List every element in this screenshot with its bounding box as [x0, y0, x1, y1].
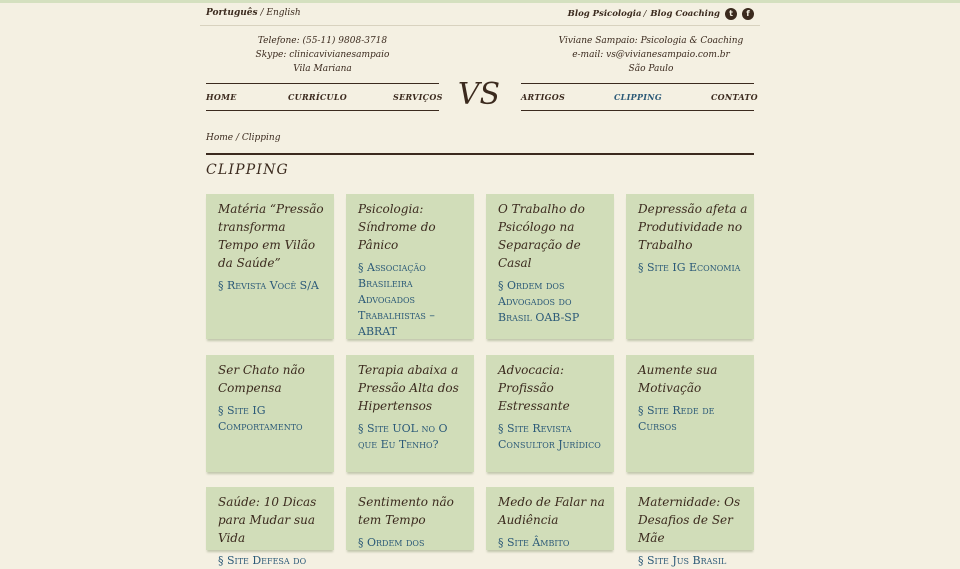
lang-separator: / — [260, 8, 264, 18]
card-source-link[interactable]: § Site Rede de Cursos — [638, 404, 715, 433]
nav-rule-right-top — [521, 83, 754, 84]
card-title: Saúde: 10 Dicas para Mudar sua Vida — [218, 495, 317, 545]
top-links — [568, 7, 754, 21]
card-source-link[interactable]: § Associação Brasileira Advogados Trabalhistas – ABRAT — [358, 261, 435, 338]
blog-coaching-link[interactable]: Blog Coaching — [650, 9, 720, 19]
page-container — [206, 0, 758, 567]
nav-rule-right-bottom — [521, 110, 754, 111]
clipping-card[interactable] — [626, 194, 754, 339]
location-text: Vila Mariana — [293, 64, 352, 74]
clipping-card[interactable] — [206, 355, 334, 472]
card-source-link[interactable]: § Site IG Economia — [638, 261, 741, 274]
card-source-link[interactable]: § Site Revista Consultor Jurídico — [498, 422, 601, 451]
card-source-link[interactable]: § Revista Você S/A — [218, 279, 319, 292]
lang-english[interactable]: English — [266, 8, 301, 18]
card-title: Sentimento não tem Tempo — [358, 495, 454, 527]
card-title: Medo de Falar na Audiência — [498, 495, 605, 527]
vs-logo[interactable] — [459, 72, 499, 114]
blog-psicologia-link[interactable]: Blog Psicologia — [567, 9, 642, 19]
contact-info-right — [551, 34, 751, 76]
clipping-card[interactable] — [346, 487, 474, 550]
skype-text: Skype: clinicavivianesampaio — [255, 50, 390, 60]
clipping-card[interactable] — [626, 355, 754, 472]
card-title: O Trabalho do Psicólogo na Separação de Casal — [498, 202, 585, 270]
card-source-link[interactable]: § Site Âmbito — [498, 536, 570, 549]
page-title: CLIPPING — [206, 162, 289, 178]
phone-text: Telefone: (55-11) 9808-3718 — [257, 36, 388, 46]
nav-artigos[interactable]: ARTIGOS — [521, 92, 566, 102]
facebook-icon[interactable]: f — [742, 8, 754, 20]
card-source-link[interactable]: § Site Jus Brasil — [638, 554, 727, 567]
nav-home[interactable]: HOME — [206, 92, 237, 102]
top-links-separator: / — [643, 9, 647, 19]
clipping-card[interactable] — [346, 355, 474, 472]
card-title: Ser Chato não Compensa — [218, 363, 305, 395]
business-name-text: Viviane Sampaio: Psicologia & Coaching — [558, 36, 744, 46]
nav-contato[interactable]: CONTATO — [711, 92, 758, 102]
card-title: Terapia abaixa a Pressão Alta dos Hipertensos — [358, 363, 459, 413]
card-title: Maternidade: Os Desafios de Ser Mãe — [638, 495, 741, 545]
card-source-link[interactable]: § Ordem dos — [358, 536, 425, 549]
card-title: Psicologia: Síndrome do Pânico — [358, 202, 436, 252]
card-title: Depressão afeta a Produtividade no Trabalho — [638, 202, 748, 252]
header-divider — [200, 25, 760, 26]
clipping-card[interactable] — [346, 194, 474, 339]
nav-rule-left-bottom — [206, 110, 439, 111]
card-title: Matéria “Pressão transforma Tempo em Vilão da Saúde” — [218, 202, 324, 270]
clipping-card[interactable] — [486, 487, 614, 550]
nav-curriculo[interactable]: CURRÍCULO — [288, 92, 348, 102]
city-text: São Paulo — [628, 64, 674, 74]
card-source-link[interactable]: § Ordem dos Advogados do Brasil OAB-SP — [498, 279, 580, 324]
clipping-card[interactable] — [206, 194, 334, 339]
clipping-card[interactable] — [486, 355, 614, 472]
clipping-card[interactable] — [486, 194, 614, 339]
language-switcher — [206, 8, 301, 18]
nav-rule-left-top — [206, 83, 439, 84]
card-source-link[interactable]: § Site UOL no O que Eu Tenho? — [358, 422, 448, 451]
lang-portugues[interactable]: Português — [206, 8, 258, 18]
contact-info-left — [246, 34, 399, 76]
card-title: Aumente sua Motivação — [638, 363, 718, 395]
twitter-icon[interactable]: t — [725, 8, 737, 20]
email-text[interactable]: e-mail: vs@vivianesampaio.com.br — [572, 50, 730, 60]
nav-clipping[interactable]: CLIPPING — [614, 92, 663, 102]
logo-monogram: VS — [457, 77, 501, 112]
nav-servicos[interactable]: SERVIÇOS — [393, 92, 443, 102]
breadcrumb-divider — [206, 153, 754, 155]
clipping-card[interactable] — [206, 487, 334, 567]
card-source-link[interactable]: § Site Defesa do — [218, 554, 307, 567]
card-title: Advocacia: Profissão Estressante — [498, 363, 570, 413]
clipping-card[interactable] — [626, 487, 754, 567]
card-source-link[interactable]: § Site IG Comportamento — [218, 404, 303, 433]
breadcrumb[interactable]: Home / Clipping — [206, 133, 281, 143]
